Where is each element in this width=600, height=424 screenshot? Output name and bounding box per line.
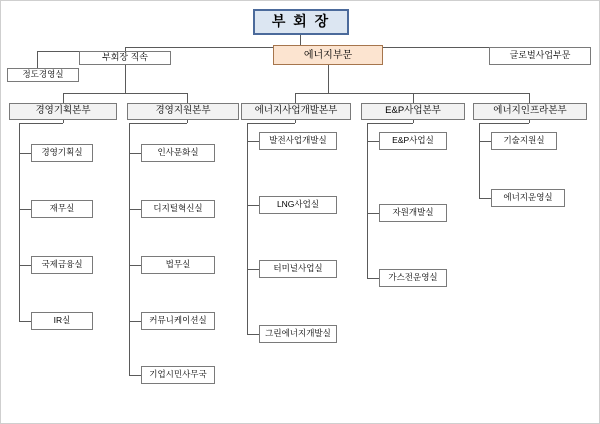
connector-staff-left-h bbox=[37, 51, 79, 52]
node-hq-ep[interactable]: E&P사업본부 bbox=[361, 103, 465, 120]
node-unit-edev-2[interactable]: LNG사업실 bbox=[259, 196, 337, 214]
node-unit-planning-2[interactable]: 재무실 bbox=[31, 200, 93, 218]
connector-support-spine bbox=[129, 123, 130, 375]
node-energy-division[interactable]: 에너지부문 bbox=[273, 45, 383, 65]
connector-ep-down bbox=[413, 93, 414, 103]
node-hq-energy-infra[interactable]: 에너지인프라본부 bbox=[473, 103, 587, 120]
connector-infra-u2 bbox=[479, 198, 491, 199]
node-hq-planning[interactable]: 경영기획본부 bbox=[9, 103, 117, 120]
connector-infra-u1 bbox=[479, 141, 491, 142]
connector-support-u3 bbox=[129, 265, 141, 266]
node-unit-planning-4[interactable]: IR실 bbox=[31, 312, 93, 330]
connector-staff-bus bbox=[63, 93, 187, 94]
node-staff[interactable]: 부회장 직속 bbox=[79, 51, 171, 65]
connector-ep-spine bbox=[367, 123, 368, 279]
connector-ep-spine-top bbox=[367, 123, 413, 124]
node-unit-ep-1[interactable]: E&P사업실 bbox=[379, 132, 447, 150]
node-global-division[interactable]: 글로벌사업부문 bbox=[489, 47, 591, 65]
connector-edev-spine bbox=[247, 123, 248, 335]
connector-staff-down bbox=[125, 65, 126, 85]
node-unit-support-5[interactable]: 기업시민사무국 bbox=[141, 366, 215, 384]
node-unit-ep-2[interactable]: 자원개발실 bbox=[379, 204, 447, 222]
connector-ep-u1 bbox=[367, 141, 379, 142]
connector-energy-down bbox=[328, 65, 329, 93]
node-unit-support-2[interactable]: 디지털혁신실 bbox=[141, 200, 215, 218]
connector-edev-u3 bbox=[247, 269, 259, 270]
connector-planning-u3 bbox=[19, 265, 31, 266]
node-unit-edev-3[interactable]: 터미널사업실 bbox=[259, 260, 337, 278]
node-hq-energy-dev[interactable]: 에너지사업개발본부 bbox=[241, 103, 351, 120]
connector-edev-u4 bbox=[247, 334, 259, 335]
connector-planning-u4 bbox=[19, 321, 31, 322]
connector-ep-u3 bbox=[367, 278, 379, 279]
node-unit-infra-2[interactable]: 에너지운영실 bbox=[491, 189, 565, 207]
connector-support-u2 bbox=[129, 209, 141, 210]
connector-energy-dev-down bbox=[295, 93, 296, 103]
node-unit-planning-3[interactable]: 국제금융실 bbox=[31, 256, 93, 274]
connector-support-hq-down bbox=[187, 93, 188, 103]
connector-planning-u1 bbox=[19, 153, 31, 154]
node-unit-edev-1[interactable]: 발전사업개발실 bbox=[259, 132, 337, 150]
node-ethics-office[interactable]: 정도경영실 bbox=[7, 68, 79, 82]
connector-support-spine-top bbox=[129, 123, 187, 124]
connector-ep-u2 bbox=[367, 213, 379, 214]
node-unit-ep-3[interactable]: 가스전운영실 bbox=[379, 269, 447, 287]
connector-infra-spine bbox=[479, 123, 480, 199]
node-root[interactable]: 부 회 장 bbox=[253, 9, 349, 35]
connector-staff-bus-mid bbox=[125, 85, 126, 93]
connector-edev-u1 bbox=[247, 141, 259, 142]
node-unit-edev-4[interactable]: 그린에너지개발실 bbox=[259, 325, 337, 343]
connector-edev-spine-top bbox=[247, 123, 295, 124]
connector-infra-down bbox=[529, 93, 530, 103]
connector-edev-u2 bbox=[247, 205, 259, 206]
connector-energy-bus bbox=[295, 93, 529, 94]
node-unit-support-3[interactable]: 법무실 bbox=[141, 256, 215, 274]
node-unit-planning-1[interactable]: 경영기획실 bbox=[31, 144, 93, 162]
connector-planning-u2 bbox=[19, 209, 31, 210]
node-unit-infra-1[interactable]: 기술지원실 bbox=[491, 132, 557, 150]
node-unit-support-1[interactable]: 인사문화실 bbox=[141, 144, 215, 162]
connector-support-u5 bbox=[129, 375, 141, 376]
connector-planning-hq-down bbox=[63, 93, 64, 103]
connector-support-u1 bbox=[129, 153, 141, 154]
node-unit-support-4[interactable]: 커뮤니케이션실 bbox=[141, 312, 215, 330]
connector-support-u4 bbox=[129, 321, 141, 322]
node-hq-support[interactable]: 경영지원본부 bbox=[127, 103, 239, 120]
connector-planning-spine-top bbox=[19, 123, 63, 124]
connector-infra-spine-top bbox=[479, 123, 529, 124]
